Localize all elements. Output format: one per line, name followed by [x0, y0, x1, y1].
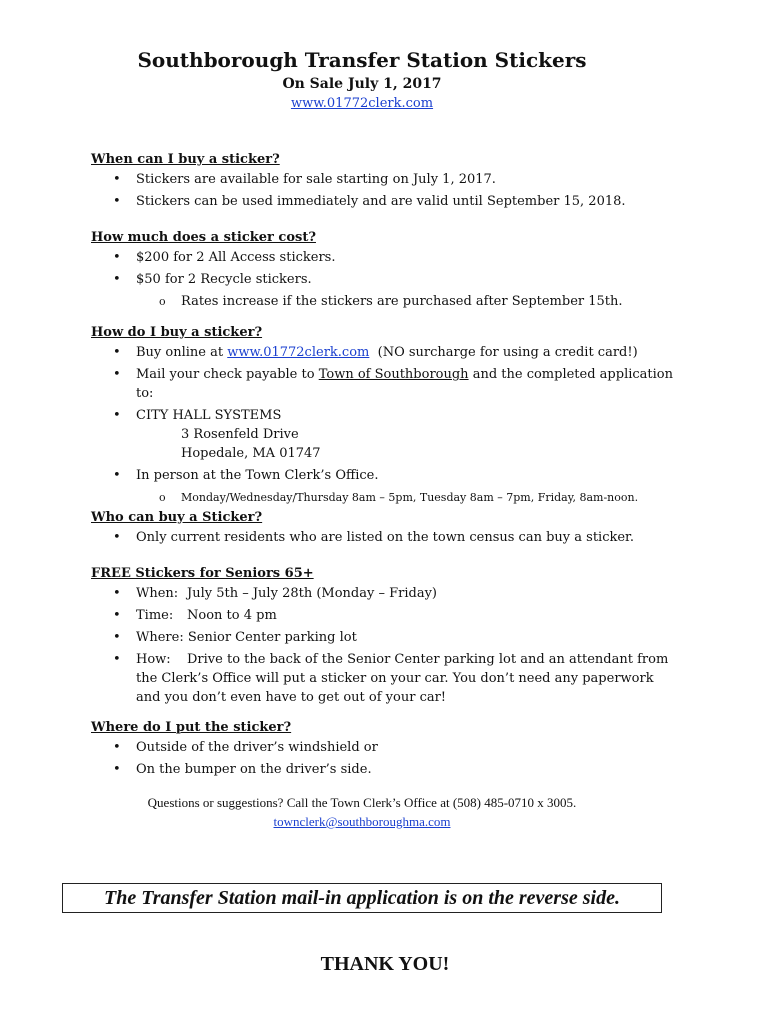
section-heading: Who can buy a Sticker?: [91, 510, 263, 525]
when-value: July 5th – July 28th (Monday – Friday): [187, 586, 437, 601]
sub-list-item: o Monday/Wednesday/Thursday 8am – 5pm, Tuesday 8am – 7pm, Friday, 8am-noon.: [91, 488, 681, 507]
address-street: 3 Rosenfeld Drive: [181, 427, 299, 442]
page-subtitle: On Sale July 1, 2017: [282, 76, 442, 92]
online-prefix: Buy online at: [136, 345, 224, 360]
list-item: • Outside of the driver’s windshield or: [91, 738, 681, 757]
mail-suffix: and the completed application to:: [136, 367, 674, 401]
list-item: [91, 628, 681, 647]
bullet-list: [91, 343, 681, 507]
bullet-list: [91, 584, 681, 707]
list-item: [91, 606, 681, 625]
mail-payee: Town of Southborough: [318, 367, 469, 382]
list-item: • On the bumper on the driver’s side.: [91, 760, 681, 779]
section-heading: FREE Stickers for Seniors 65+: [91, 566, 314, 581]
where-label: Where:: [136, 630, 184, 645]
list-item: • $200 for 2 All Access stickers.: [91, 248, 681, 267]
list-item: • Stickers are available for sale starting on July 1, 2017.: [91, 170, 681, 189]
list-item: • $50 for 2 Recycle stickers.: [91, 270, 681, 289]
sub-list-item: o Rates increase if the stickers are purchased after September 15th.: [91, 292, 681, 311]
section-cost: [91, 228, 681, 314]
online-suffix: (NO surcharge for using a credit card!): [377, 345, 638, 360]
bullet-list: [91, 248, 681, 311]
email-link[interactable]: townclerk@southboroughma.com: [273, 814, 451, 829]
address-city: Hopedale, MA 01747: [181, 446, 321, 461]
list-item: • Only current residents who are listed on the town census can buy a sticker.: [91, 528, 681, 547]
when-label: When:: [136, 586, 179, 601]
bullet-list: [91, 528, 681, 547]
section-when: [91, 150, 681, 214]
section-who: [91, 508, 681, 550]
section-how: [91, 323, 681, 510]
time-value: Noon to 4 pm: [187, 608, 277, 623]
list-item: [91, 343, 681, 362]
address-name: CITY HALL SYSTEMS: [136, 408, 282, 423]
how-value: Drive to the back of the Senior Center parking lot and an attendant from the Clerk’s Office will put a sticker on your car. You don’t need any paperwork and you don’t even have to get out of your car!: [136, 652, 669, 705]
section-heading: When can I buy a sticker?: [91, 152, 280, 167]
list-item: • In person at the Town Clerk’s Office.: [91, 466, 681, 485]
section-where: [91, 718, 681, 782]
list-item: [91, 406, 681, 463]
time-label: Time:: [136, 608, 174, 623]
reverse-side-notice: The Transfer Station mail-in application is on the reverse side.: [62, 883, 662, 913]
mail-prefix: Mail your check payable to: [136, 367, 315, 382]
list-item: • Stickers can be used immediately and are valid until September 15, 2018.: [91, 192, 681, 211]
page-title: Southborough Transfer Station Stickers: [137, 48, 587, 72]
section-heading: Where do I put the sticker?: [91, 720, 292, 735]
list-item: [91, 650, 681, 707]
website-link[interactable]: www.01772clerk.com: [290, 96, 434, 111]
thank-you-text: THANK YOU!: [320, 953, 450, 975]
bullet-list: [91, 738, 681, 779]
section-heading: How much does a sticker cost?: [91, 230, 316, 245]
where-value: Senior Center parking lot: [187, 630, 357, 645]
bullet-list: [91, 170, 681, 211]
section-heading: How do I buy a sticker?: [91, 325, 263, 340]
list-item: [91, 365, 681, 403]
online-link[interactable]: www.01772clerk.com: [227, 345, 370, 360]
section-seniors: [91, 564, 681, 710]
how-label: How:: [136, 652, 171, 667]
list-item: [91, 584, 681, 603]
questions-text: Questions or suggestions? Call the Town Clerk’s Office at (508) 485-0710 x 3005.: [147, 795, 577, 810]
